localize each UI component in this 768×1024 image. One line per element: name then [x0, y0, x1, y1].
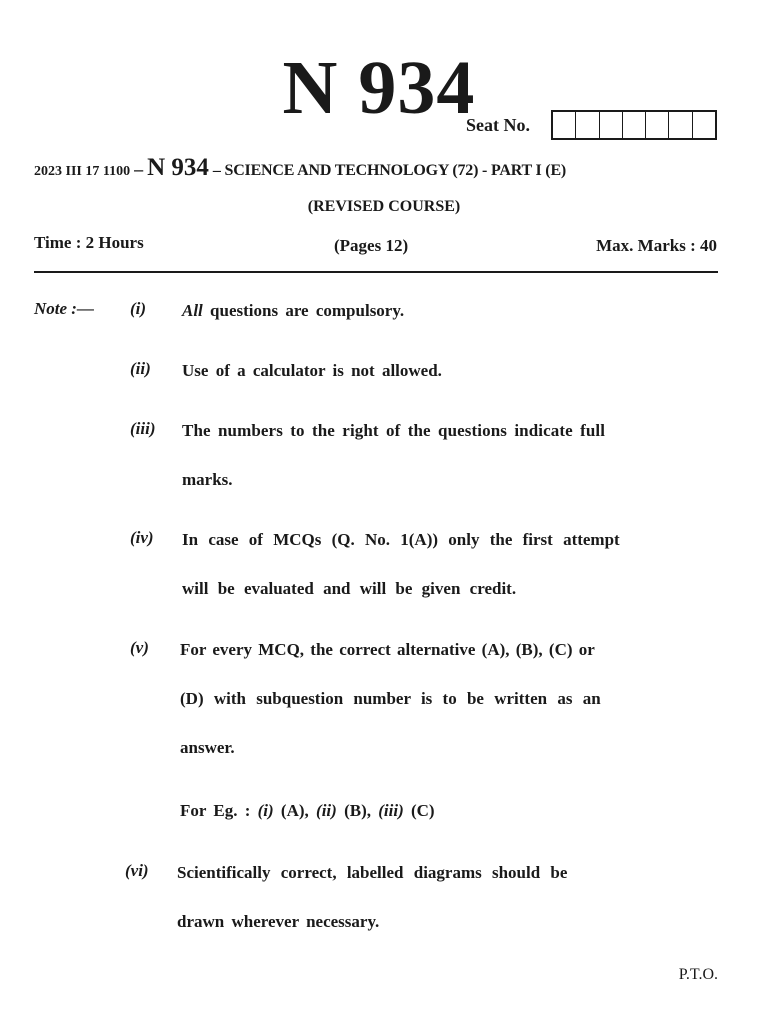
note-item-text — [180, 625, 725, 772]
subject-line — [34, 154, 724, 182]
example-number: (iii) — [378, 801, 404, 820]
seat-number-boxes[interactable] — [551, 110, 717, 140]
seat-box[interactable] — [600, 112, 623, 138]
example-number: (i) — [257, 801, 274, 820]
separator-dash: – — [134, 159, 144, 179]
note-item-number: (iii) — [130, 419, 156, 438]
example-number: (ii) — [316, 801, 337, 820]
seat-box[interactable] — [669, 112, 692, 138]
note-item-emphasis: All — [182, 301, 203, 320]
time-allowed: Time : 2 Hours — [34, 233, 144, 252]
header-divider — [34, 271, 718, 273]
note-item-line: (D) with subquestion number is to be written as an — [180, 689, 601, 708]
seat-number-label: Seat No. — [466, 115, 530, 135]
note-label: Note :— — [34, 299, 94, 318]
note-item-text — [182, 286, 404, 335]
example-value: (A), — [280, 801, 309, 820]
paper-code-heading: N 934 — [282, 46, 476, 130]
note-item-line: For every MCQ, the correct alternative (A), (B), (C) or — [180, 640, 595, 659]
example-value: (C) — [410, 801, 435, 820]
page-count: (Pages 12) — [334, 236, 409, 255]
note-item-line: will be evaluated and will be given credit. — [182, 579, 517, 598]
exam-code-prefix: 2023 III 17 1100 — [34, 164, 131, 179]
note-item-body: questions are compulsory. — [210, 301, 405, 320]
note-item-text — [177, 848, 725, 946]
paper-code: N 934 — [147, 154, 209, 181]
note-item-number: (ii) — [130, 359, 151, 378]
max-marks: Max. Marks : 40 — [596, 236, 717, 255]
note-item-line: answer. — [180, 738, 235, 757]
seat-box[interactable] — [646, 112, 669, 138]
note-item-text: Use of a calculator is not allowed. — [182, 361, 442, 380]
example-value: (B), — [344, 801, 371, 820]
seat-box[interactable] — [553, 112, 576, 138]
note-item-number: (iv) — [130, 528, 154, 547]
note-item-text — [182, 515, 722, 613]
seat-box[interactable] — [576, 112, 599, 138]
note-item-text — [182, 406, 722, 504]
note-item-line: drawn wherever necessary. — [177, 912, 380, 931]
note-item-line: Scientifically correct, labelled diagrams should be — [177, 863, 568, 882]
seat-box[interactable] — [623, 112, 646, 138]
page-turn-over: P.T.O. — [678, 966, 718, 983]
example-label: For Eg. : — [180, 801, 251, 820]
subject-title: – SCIENCE AND TECHNOLOGY (72) - PART I (E) — [212, 162, 567, 179]
note-item-line: The numbers to the right of the questions indicate full — [182, 421, 606, 440]
seat-box[interactable] — [693, 112, 715, 138]
note-item-number: (i) — [130, 299, 147, 318]
note-item-number: (v) — [130, 638, 149, 657]
mcq-example — [180, 786, 435, 835]
note-item-line: In case of MCQs (Q. No. 1(A)) only the first attempt — [182, 530, 620, 549]
note-item-line: marks. — [182, 470, 233, 489]
note-item-number: (vi) — [125, 861, 149, 880]
course-label: (REVISED COURSE) — [307, 198, 461, 215]
